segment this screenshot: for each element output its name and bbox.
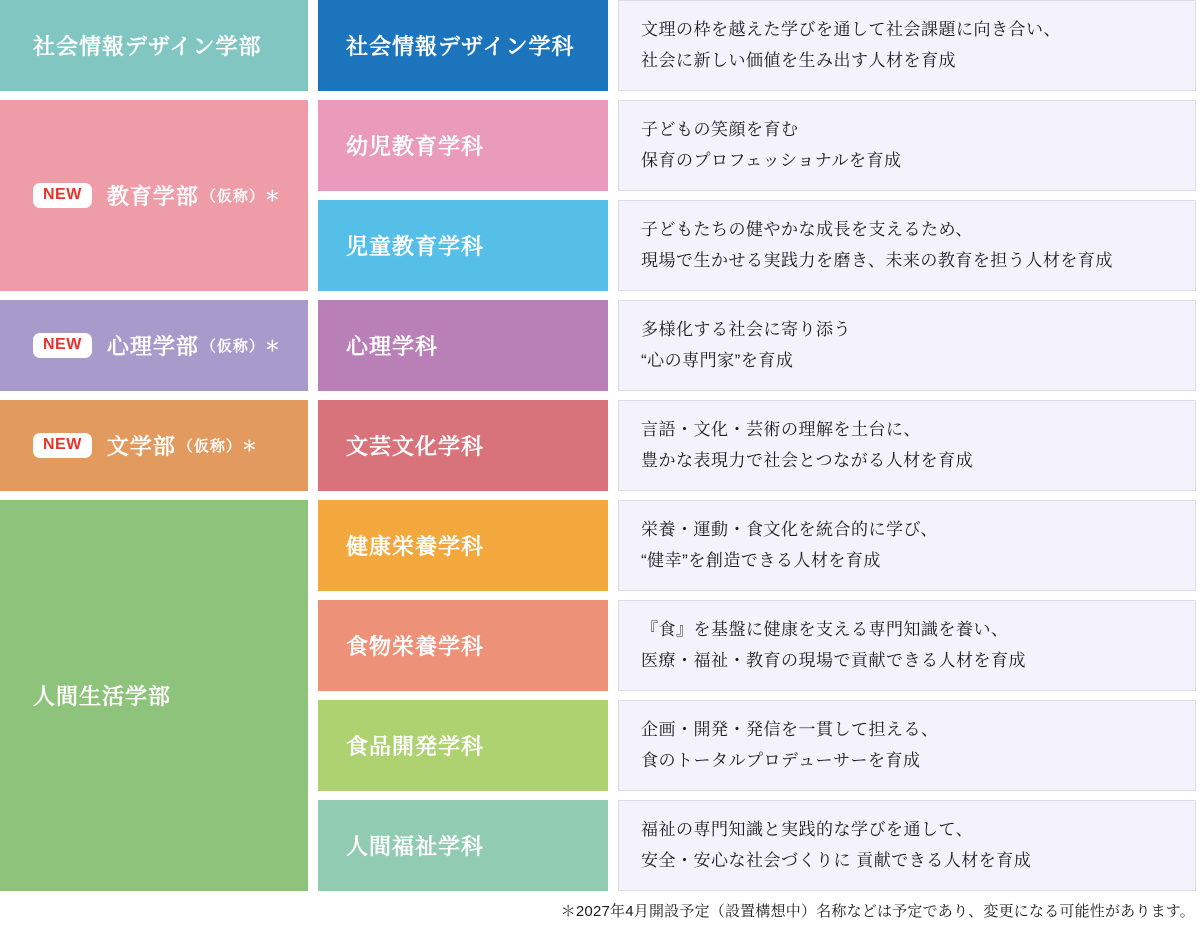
description-cell xyxy=(618,600,1196,691)
footnote-text: ＊2027年4月開設予定（設置構想中）名称などは予定であり、変更になる可能性があります。 xyxy=(560,902,1195,920)
faculty-name: 心理学部 xyxy=(106,334,199,359)
description-line: 子どもの笑顔を育む xyxy=(641,119,799,139)
description-line: 福祉の専門知識と実践的な学びを通して、 xyxy=(641,819,974,839)
department-name: 食物栄養学科 xyxy=(346,634,485,659)
faculty-cell-ningen-seikatsu xyxy=(0,500,308,891)
description-line: 安全・安心な社会づくりに 貢献できる人材を育成 xyxy=(641,850,1032,870)
department-cell-jido-kyoiku xyxy=(318,200,608,291)
department-name: 児童教育学科 xyxy=(346,234,485,259)
department-cell-ningen-fukushi xyxy=(318,800,608,891)
faculty-name: 人間生活学部 xyxy=(33,684,172,709)
description-line: 子どもたちの健やかな成長を支えるため、 xyxy=(641,219,973,239)
department-cell-shokumotsu-eiyo xyxy=(318,600,608,691)
description-cell xyxy=(618,100,1196,191)
description-cell xyxy=(618,300,1196,391)
description-line: 『食』を基盤に健康を支える専門知識を養い、 xyxy=(641,619,1009,639)
description-line: 保育のプロフェッショナルを育成 xyxy=(641,150,902,170)
description-line: 多様化する社会に寄り添う xyxy=(641,319,851,339)
faculty-cell-bungaku xyxy=(0,400,308,491)
department-name: 文芸文化学科 xyxy=(346,434,485,459)
faculty-cell-shinri xyxy=(0,300,308,391)
faculty-note: （仮称）＊ xyxy=(200,338,281,355)
department-name: 幼児教育学科 xyxy=(346,134,485,159)
department-name: 社会情報デザイン学科 xyxy=(346,34,575,59)
description-cell xyxy=(618,800,1196,891)
description-line: 豊かな表現力で社会とつながる人材を育成 xyxy=(641,450,974,470)
department-cell-shinri xyxy=(318,300,608,391)
description-line: 食のトータルプロデューサーを育成 xyxy=(641,750,921,770)
department-cell-shakai-joho-design xyxy=(318,0,608,91)
faculty-name: 教育学部 xyxy=(106,184,199,209)
footnote-bar xyxy=(0,891,1200,929)
description-cell xyxy=(618,700,1196,791)
faculty-note: （仮称）＊ xyxy=(200,188,281,205)
description-line: 社会に新しい価値を生み出す人材を育成 xyxy=(641,50,956,70)
new-badge: NEW xyxy=(33,333,92,358)
department-name: 人間福祉学科 xyxy=(346,834,485,859)
new-badge: NEW xyxy=(33,183,92,208)
department-name: 心理学科 xyxy=(346,334,439,359)
description-line: 栄養・運動・食文化を統合的に学び、 xyxy=(641,519,938,539)
description-line: 文理の枠を越えた学びを通して社会課題に向き合い、 xyxy=(641,19,1061,39)
description-cell xyxy=(618,0,1196,91)
description-line: “健幸”を創造できる人材を育成 xyxy=(641,550,881,570)
faculty-name: 社会情報デザイン学部 xyxy=(33,34,262,59)
description-line: 医療・福祉・教育の現場で貢献できる人材を育成 xyxy=(641,650,1026,670)
description-line: 言語・文化・芸術の理解を土台に、 xyxy=(641,419,921,439)
faculty-cell-shakai-joho-design xyxy=(0,0,308,91)
department-cell-shokuhin-kaihatsu xyxy=(318,700,608,791)
department-name: 健康栄養学科 xyxy=(346,534,485,559)
department-name: 食品開発学科 xyxy=(346,734,485,759)
department-cell-yoji-kyoiku xyxy=(318,100,608,191)
faculty-note: （仮称）＊ xyxy=(177,438,258,455)
faculty-cell-kyoiku xyxy=(0,100,308,291)
description-cell xyxy=(618,200,1196,291)
description-line: “心の専門家”を育成 xyxy=(641,350,794,370)
description-cell xyxy=(618,400,1196,491)
department-cell-bungei-bunka xyxy=(318,400,608,491)
description-line: 企画・開発・発信を一貫して担える、 xyxy=(641,719,939,739)
description-cell xyxy=(618,500,1196,591)
faculty-name: 文学部 xyxy=(106,434,176,459)
department-cell-kenko-eiyo xyxy=(318,500,608,591)
new-badge: NEW xyxy=(33,433,92,458)
description-line: 現場で生かせる実践力を磨き、未来の教育を担う人材を育成 xyxy=(641,250,1113,270)
